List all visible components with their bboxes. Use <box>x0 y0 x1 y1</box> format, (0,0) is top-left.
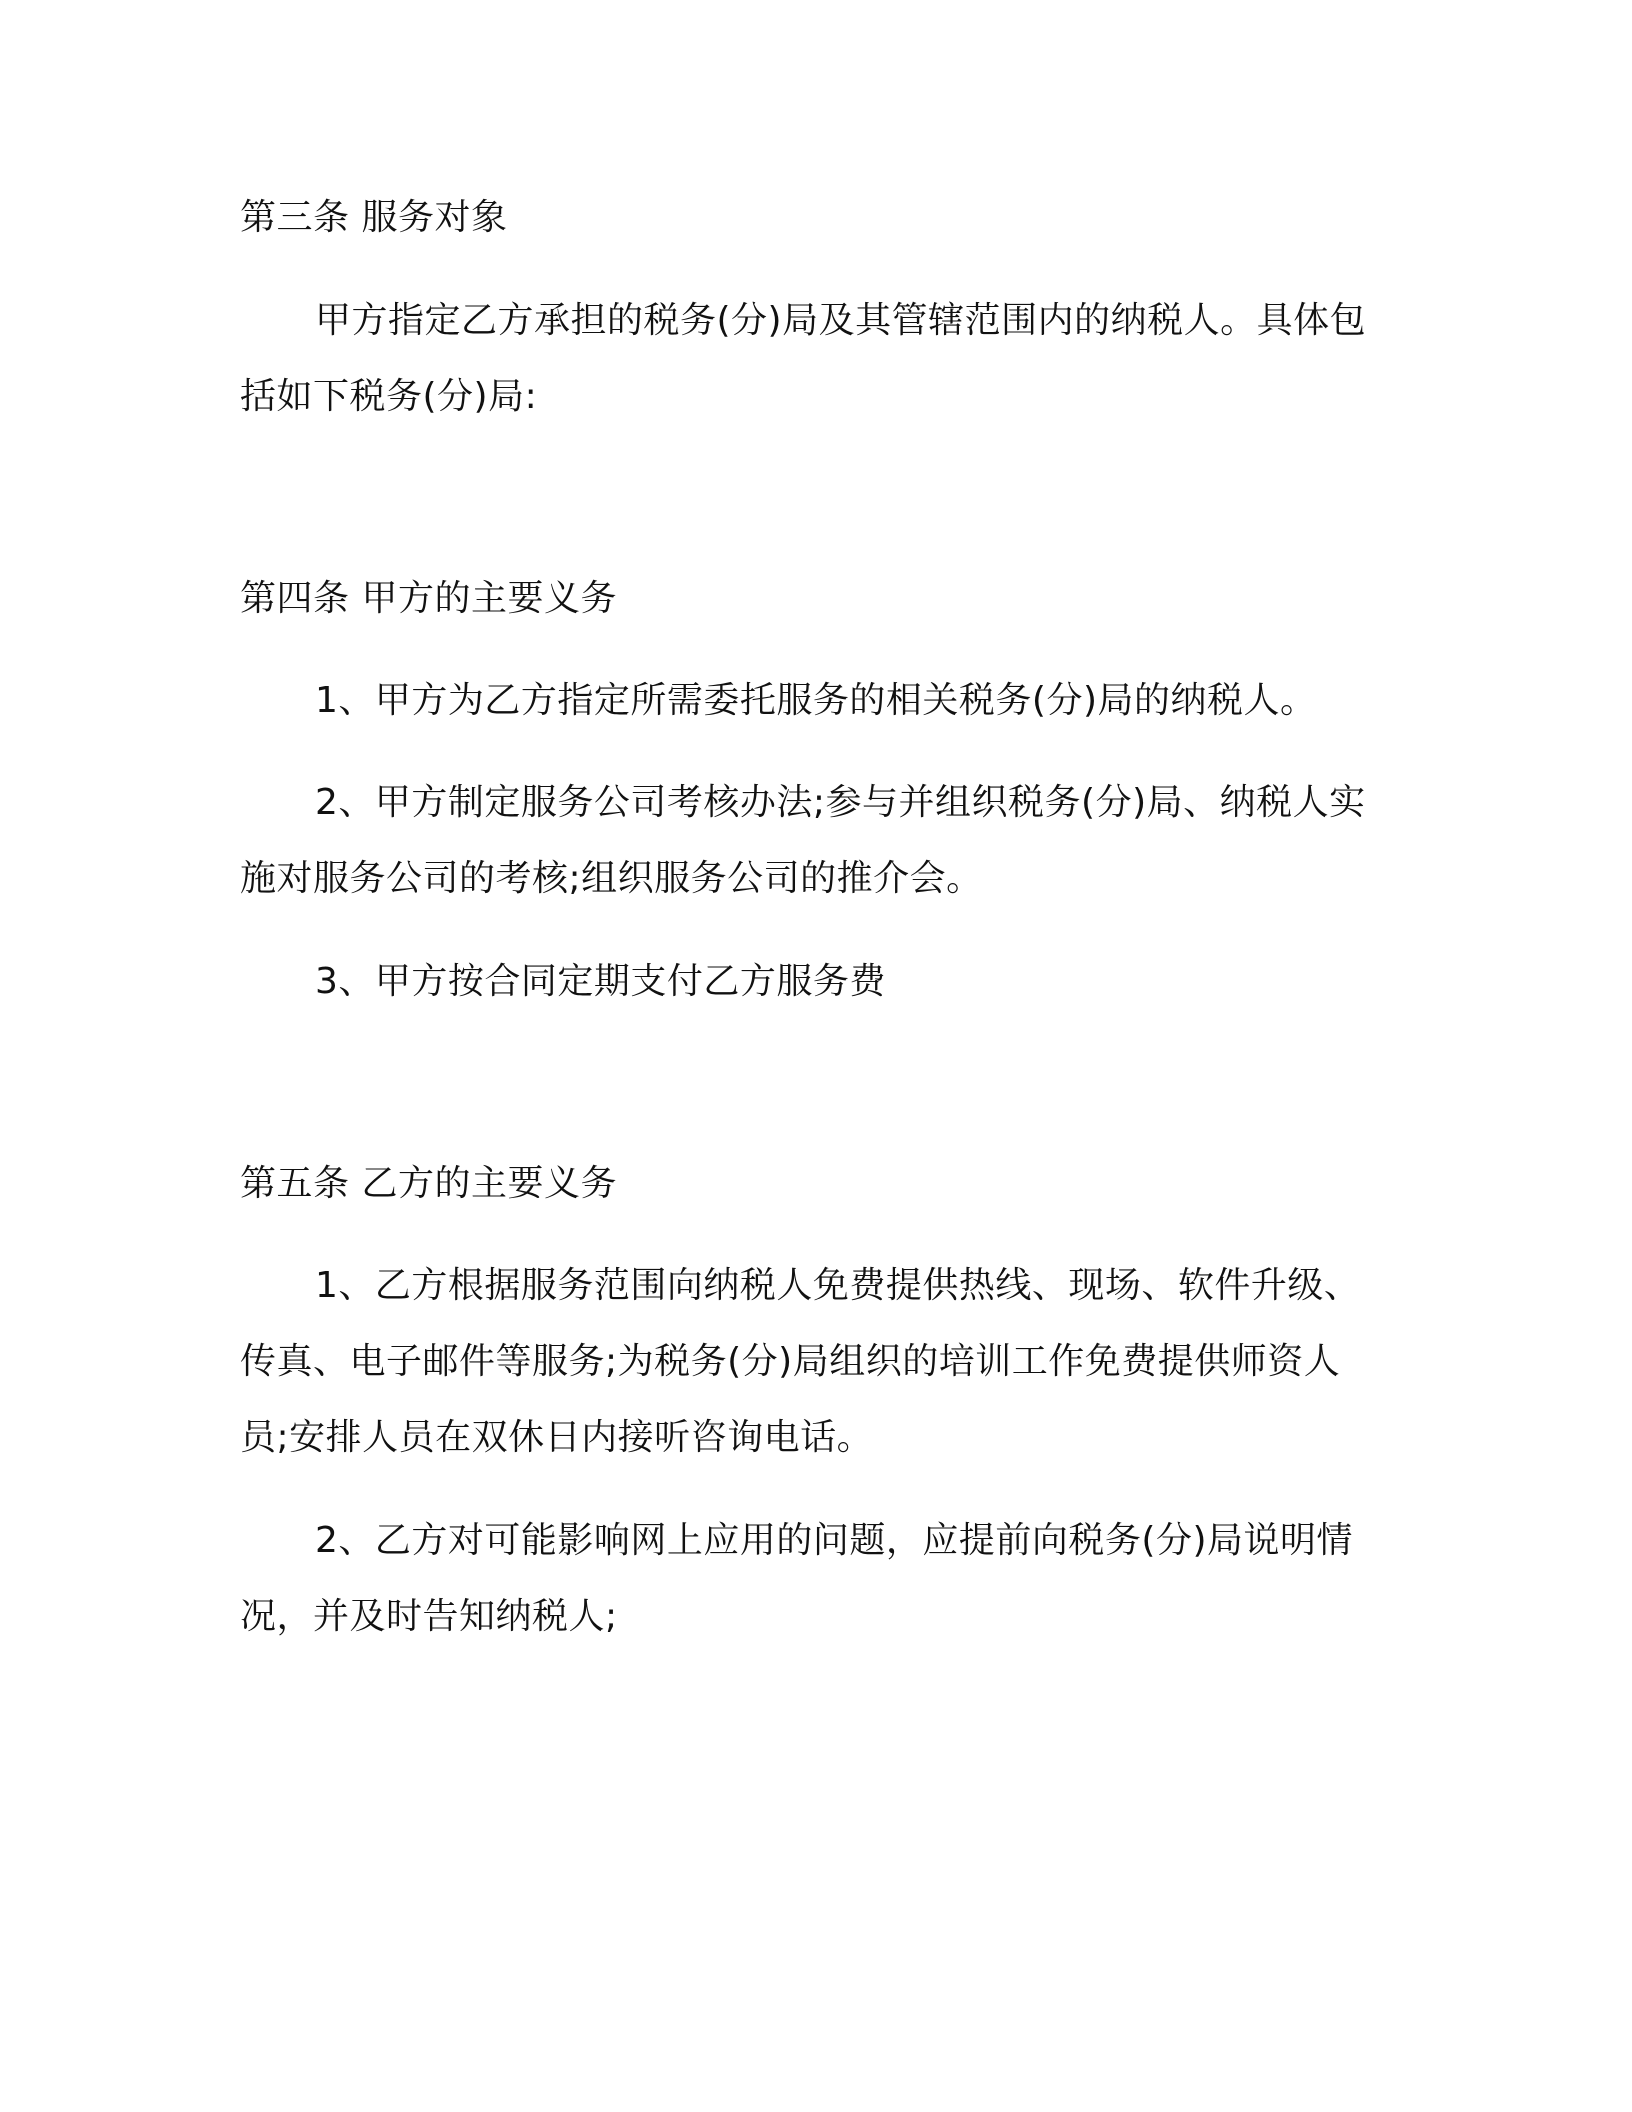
article-4-item-2-line-1: 2、甲方制定服务公司考核办法;参与并组织税务(分)局、纳税人实 <box>315 782 1366 823</box>
article-5-item-2-line-1: 2、乙方对可能影响网上应用的问题，应提前向税务(分)局说明情 <box>315 1520 1353 1561</box>
article-3-paragraph-line-1: 甲方指定乙方承担的税务(分)局及其管辖范围内的纳税人。具体包 <box>315 300 1367 341</box>
article-3-paragraph-line-2: 括如下税务(分)局: <box>240 376 538 417</box>
article-5-item-1-line-2: 传真、电子邮件等服务;为税务(分)局组织的培训工作免费提供师资人 <box>240 1341 1341 1382</box>
article-4-item-1-line-1: 1、甲方为乙方指定所需委托服务的相关税务(分)局的纳税人。 <box>315 680 1317 721</box>
article-5-heading: 第五条 乙方的主要义务 <box>240 1163 617 1204</box>
article-3-heading: 第三条 服务对象 <box>240 197 508 238</box>
article-5-item-2-line-2: 况，并及时告知纳税人; <box>240 1596 618 1637</box>
article-4-heading: 第四条 甲方的主要义务 <box>240 578 617 619</box>
article-4-item-3-line-1: 3、甲方按合同定期支付乙方服务费 <box>315 961 886 1002</box>
article-4-item-2-line-2: 施对服务公司的考核;组织服务公司的推介会。 <box>240 858 983 899</box>
article-5-item-1-line-1: 1、乙方根据服务范围向纳税人免费提供热线、现场、软件升级、 <box>315 1265 1361 1306</box>
article-5-item-1-line-3: 员;安排人员在双休日内接听咨询电话。 <box>240 1417 874 1458</box>
